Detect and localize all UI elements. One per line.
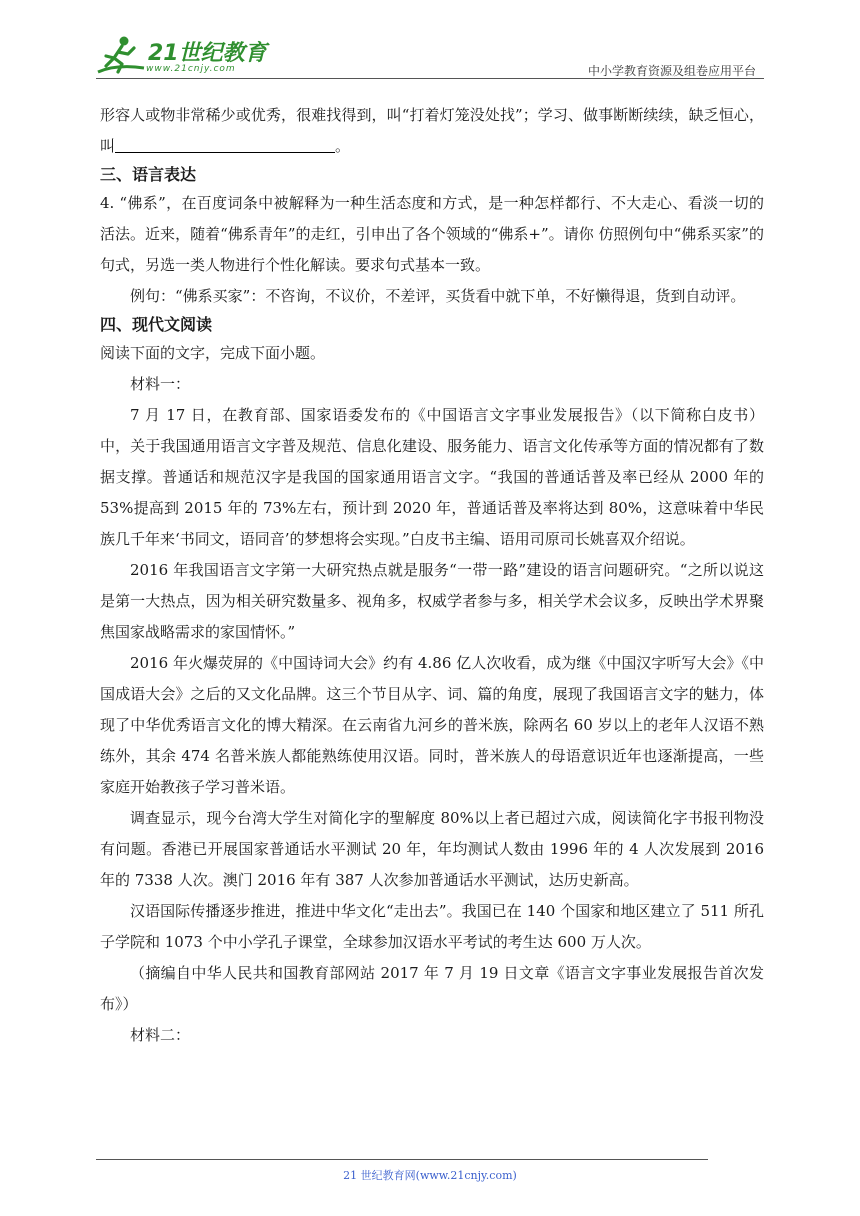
example-sentence: 例句：“佛系买家”：不咨询，不议价，不差评，买货看中就下单，不好懒得退，货到自动评。 <box>130 287 746 305</box>
idiom-text: 形容人或物非常稀少或优秀，很难找得到，叫“打着灯笼没处找”；学习、做事断断续续，缺乏恒心，叫 <box>100 106 764 155</box>
material-1-paragraph-5: 汉语国际传播逐步推进，推进中华文化“走出去”。我国已在 140 个国家和地区建立了 511 所孔子学院和 1073 个中小学孔子课堂，全球参加汉语水平考试的考生达 600 万人次。 <box>100 902 764 951</box>
material-1-paragraph-4: 调查显示，现今台湾大学生对简化字的聖解度 80%以上者已超过六成，阅读简化字书报刊物没有问题。香港已开展国家普通话水平测试 20 年，年均测试人数由 1996 年的 4 人次发展到 2016 年的 7338 人次。澳门 2016 年有 387 人次参加普通话水平测试，达历史新高。 <box>100 809 764 889</box>
section-heading-language-expression: 三、语言表达 <box>100 165 197 184</box>
page-header <box>96 28 764 80</box>
footer-divider <box>96 1159 708 1160</box>
page-footer[interactable]: 21 世纪教育网(www.21cnjy.com) <box>343 1169 517 1182</box>
material-1-paragraph-3: 2016 年火爆荧屏的《中国诗词大会》约有 4.86 亿人次收看，成为继《中国汉字听写大会》《中国成语大会》之后的又文化品牌。这三个节目从字、词、篇的角度，展现了我国语言文字的魅力，体现了中华优秀语言文化的博大精深。在云南省九河乡的普米族，除两名 60 岁以上的老年人汉语不熟练外，其余 474 名普米族人都能熟练使用汉语。同时，普米族人的母语意识近年也逐渐提高，一些家庭开始教孩子学习普米语。 <box>100 654 764 796</box>
material-1-source: （摘编自中华人民共和国教育部网站 2017 年 7 月 19 日文章《语言文字事业发展报告首次发布》） <box>100 964 764 1013</box>
platform-name: 中小学教育资源及组卷应用平台 <box>587 64 756 78</box>
paragraph-idioms <box>100 100 764 162</box>
document-body <box>100 100 764 1051</box>
logo-url: www.21cnjy.com <box>146 64 236 74</box>
logo <box>96 34 267 78</box>
question-4: 4. “佛系”，在百度词条中被解释为一种生活态度和方式，是一种怎样都行、不大走心、看淡一切的活法。近来，随着“佛系青年”的走红，引申出了各个领域的“佛系+”。请你 仿照例句中“佛系买家”的句式，另选一类人物进行个性化解读。要求句式基本一致。 <box>100 194 764 274</box>
idiom-end: 。 <box>335 137 351 155</box>
header-divider <box>96 78 764 79</box>
runner-logo-icon <box>96 34 148 78</box>
answer-blank[interactable] <box>115 134 335 153</box>
reading-instruction: 阅读下面的文字，完成下面小题。 <box>100 344 326 362</box>
material-1-paragraph-2: 2016 年我国语言文字第一大研究热点就是服务“一带一路”建设的语言问题研究。“之所以说这是第一大热点，因为相关研究数量多、视角多，权威学者参与多，相关学术会议多，反映出学术界聚焦国家战略需求的家国情怀。” <box>100 561 764 641</box>
section-heading-modern-reading: 四、现代文阅读 <box>100 315 213 334</box>
material-1-label: 材料一： <box>130 375 191 393</box>
material-2-label: 材料二： <box>130 1026 191 1044</box>
material-1-paragraph-1: 7 月 17 日，在教育部、国家语委发布的《中国语言文字事业发展报告》（以下简称白皮书）中，关于我国通用语言文字普及规范、信息化建设、服务能力、语言文化传承等方面的情况都有了数据支撑。普通话和规范汉字是我国的国家通用语言文字。“我国的普通话普及率已经从 2000 年的 53%提高到 2015 年的 73%左右，预计到 2020 年，普通话普及率将达到 80%，这意味着中华民族几千年来‘书同文，语同音’的梦想将会实现。”白皮书主编、语用司原司长姚喜双介绍说。 <box>100 406 764 548</box>
logo-text: 21世纪教育 <box>148 41 267 66</box>
